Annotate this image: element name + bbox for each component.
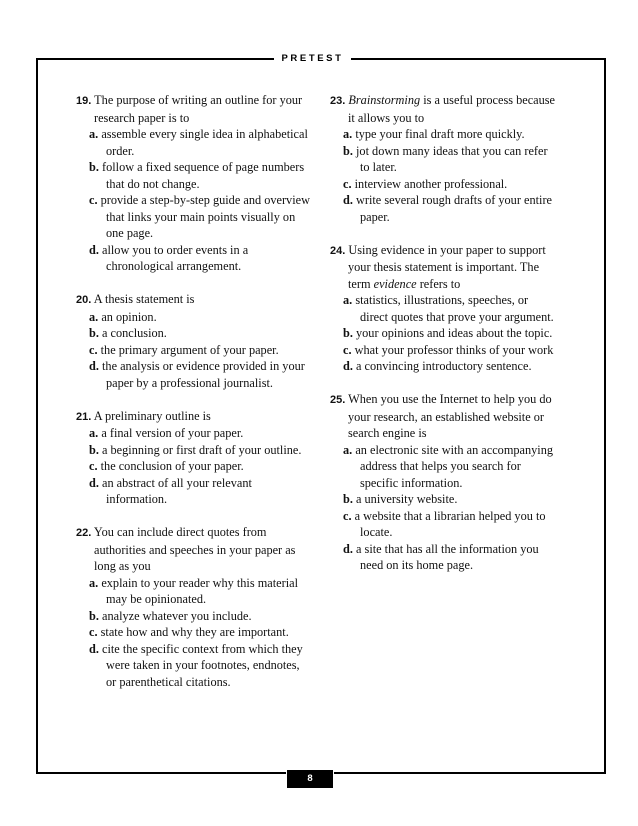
answer-option <box>76 325 310 342</box>
answer-option <box>76 608 310 625</box>
question-22 <box>76 524 310 690</box>
question-20 <box>76 291 310 391</box>
option-text: a website that a librarian helped you to locate. <box>354 508 546 539</box>
option-letter: c. <box>89 625 98 639</box>
option-text: cite the specific context from which they were taken in your footnotes, endnotes, or parenthetical citations. <box>102 641 303 689</box>
question-25 <box>330 391 558 574</box>
option-letter: a. <box>343 127 353 141</box>
question-text: A thesis statement is <box>93 292 195 306</box>
answer-option <box>330 508 558 541</box>
question-text: is a useful process because it allows you to <box>348 93 556 125</box>
option-text: statistics, illustrations, speeches, or direct quotes that prove your argument. <box>355 293 554 324</box>
frame-bottom-left-rule <box>36 772 286 774</box>
answer-option <box>76 192 310 242</box>
option-text: jot down many ideas that you can refer to later. <box>356 143 548 174</box>
frame-bottom-right-rule <box>334 772 606 774</box>
answer-option <box>76 309 310 326</box>
question-text: You can include direct quotes from authorities and speeches in your paper as long as you <box>93 525 296 573</box>
question-number: 21. <box>76 410 92 423</box>
answer-option <box>76 242 310 275</box>
option-text: state how and why they are important. <box>100 625 289 639</box>
option-text: follow a fixed sequence of page numbers that do not change. <box>102 160 305 191</box>
option-letter: b. <box>343 326 353 340</box>
answer-option <box>330 358 558 375</box>
question-number: 19. <box>76 95 92 107</box>
question-number: 22. <box>76 527 92 539</box>
option-letter: b. <box>89 326 99 340</box>
option-text: allow you to order events in a chronological arrangement. <box>102 242 249 273</box>
option-letter: a. <box>89 309 99 324</box>
option-letter: c. <box>343 176 352 191</box>
option-text: provide a step-by-step guide and overview that links your main points visually on one page. <box>100 193 310 240</box>
option-text: explain to your reader why this material may be opinionated. <box>101 575 298 606</box>
option-letter: a. <box>343 442 353 457</box>
option-letter: c. <box>343 342 352 357</box>
option-letter: b. <box>343 143 353 158</box>
question-stem <box>76 524 310 575</box>
question-23 <box>330 92 558 225</box>
option-letter: d. <box>89 475 99 490</box>
question-stem <box>330 242 558 293</box>
answer-option <box>76 126 310 159</box>
page-number: 8 <box>287 770 333 788</box>
question-term: evidence <box>373 276 417 291</box>
option-letter: c. <box>89 459 98 473</box>
right-column <box>330 92 558 590</box>
option-text: your opinions and ideas about the topic. <box>356 326 553 340</box>
option-letter: c. <box>89 342 98 357</box>
section-header: PRETEST <box>281 53 344 64</box>
option-text: write several rough drafts of your entire paper. <box>356 193 552 224</box>
frame-left-rule <box>36 58 38 774</box>
question-stem <box>76 291 310 309</box>
option-text: an opinion. <box>101 309 157 324</box>
option-text: a conclusion. <box>102 326 167 340</box>
option-text: the conclusion of your paper. <box>100 459 244 473</box>
option-text: a convincing introductory sentence. <box>356 359 532 373</box>
option-letter: d. <box>89 359 99 373</box>
option-text: a university website. <box>356 492 458 506</box>
question-number: 23. <box>330 95 346 107</box>
option-text: an abstract of all your relevant information. <box>102 475 252 506</box>
option-text: interview another professional. <box>354 176 508 191</box>
option-letter: a. <box>89 426 99 440</box>
answer-option <box>76 458 310 475</box>
answer-option <box>330 176 558 193</box>
question-stem <box>76 92 310 126</box>
option-text: the primary argument of your paper. <box>100 342 279 357</box>
option-letter: d. <box>343 193 353 207</box>
option-text: type your final draft more quickly. <box>355 127 525 141</box>
option-letter: d. <box>89 641 99 656</box>
answer-option <box>76 159 310 192</box>
option-letter: a. <box>89 127 99 141</box>
answer-option <box>76 575 310 608</box>
option-letter: b. <box>89 608 99 623</box>
option-text: an electronic site with an accompanying address that helps you search for specific information. <box>355 442 554 490</box>
answer-option <box>76 358 310 391</box>
option-letter: b. <box>343 492 353 506</box>
question-text: When you use the Internet to help you do your research, an established website or search engine is <box>348 392 552 440</box>
question-text: A preliminary outline is <box>93 408 211 423</box>
option-letter: d. <box>343 359 353 373</box>
answer-option <box>76 442 310 459</box>
question-text: Using evidence in your paper to support your thesis statement is important. The term <box>348 242 546 291</box>
answer-option <box>330 192 558 225</box>
left-column <box>76 92 310 707</box>
answer-option <box>76 475 310 508</box>
option-text: a site that has all the information you need on its home page. <box>356 541 539 572</box>
option-letter: d. <box>89 242 99 257</box>
option-letter: b. <box>89 442 99 457</box>
question-number: 25. <box>330 394 346 406</box>
answer-option <box>330 541 558 574</box>
answer-option <box>76 641 310 691</box>
question-text: The purpose of writing an outline for your research paper is to <box>94 93 303 125</box>
question-text-end: refers to <box>416 276 461 291</box>
option-letter: a. <box>89 575 99 590</box>
question-stem <box>330 391 558 442</box>
answer-option <box>330 143 558 176</box>
option-text: a beginning or first draft of your outline. <box>102 442 302 457</box>
option-letter: a. <box>343 293 353 307</box>
answer-option <box>330 325 558 342</box>
option-text: assemble every single idea in alphabetical order. <box>101 127 308 158</box>
answer-option <box>76 624 310 641</box>
question-term: Brainstorming <box>348 93 421 107</box>
question-21 <box>76 408 310 508</box>
answer-option <box>76 425 310 442</box>
answer-option <box>330 126 558 143</box>
answer-option <box>330 292 558 325</box>
option-text: the analysis or evidence provided in your paper by a professional journalist. <box>102 359 305 390</box>
question-number: 20. <box>76 294 92 306</box>
frame-top-left-rule <box>36 58 274 60</box>
option-letter: c. <box>89 193 98 207</box>
frame-top-right-rule <box>351 58 606 60</box>
question-stem <box>76 408 310 426</box>
option-letter: d. <box>343 541 353 556</box>
option-text: analyze whatever you include. <box>102 608 252 623</box>
answer-option <box>76 342 310 359</box>
answer-option <box>330 442 558 492</box>
answer-option <box>330 342 558 359</box>
question-24 <box>330 242 558 375</box>
answer-option <box>330 491 558 508</box>
frame-right-rule <box>604 58 606 774</box>
option-letter: b. <box>89 160 99 174</box>
option-text: a final version of your paper. <box>101 426 244 440</box>
question-19 <box>76 92 310 275</box>
question-number: 24. <box>330 244 346 257</box>
question-stem <box>330 92 558 126</box>
option-letter: c. <box>343 508 352 523</box>
option-text: what your professor thinks of your work <box>354 342 554 357</box>
